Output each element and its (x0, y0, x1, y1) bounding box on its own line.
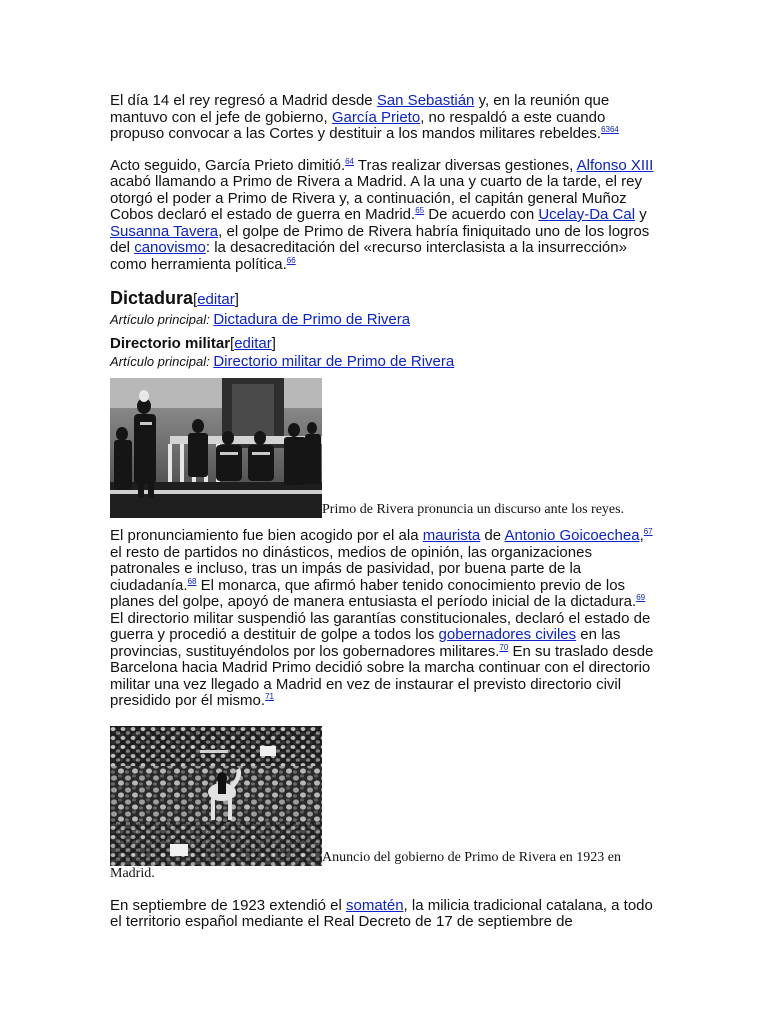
paragraph-garcia-prieto-resigns: Acto seguido, García Prieto dimitió.$^{64}$ Tras realizar diversas gestiones, Alfonso XIII acabó llamando a Primo de Rivera a Madrid. A la una y cuarto de la tarde, el rey otorgó el poder a Primo de Rivera y, a continuación, el capitán general Muñoz Cobos declaró el estado de guerra en Madrid.$^{65}$ De acuerdo con Ucelay-Da Cal y Susanna Tavera, el golpe de Primo de Rivera habría finiquitado uno de los logros del canovismo: la desacreditación del «recurso interclasista a la insurrección» como herramienta política.$^{66}$ (110, 156, 654, 273)
link-somaten[interactable]: somatén (346, 896, 404, 914)
figure-announcement-madrid-1923 (110, 726, 658, 882)
paragraph-somaten-extension: En septiembre de 1923 extendió el somatén, la milicia tradicional catalana, a todo el territorio español mediante el Real Decreto de 17 de septiembre de (110, 896, 653, 930)
link-garcia-prieto[interactable]: García Prieto (331, 108, 421, 126)
photo-primo-de-rivera-speech[interactable] (110, 378, 322, 518)
link-ucelay-da-cal[interactable]: Ucelay-Da Cal (538, 206, 636, 223)
reference-64[interactable]: 64 (609, 125, 619, 134)
reference-65[interactable]: 65 (415, 206, 425, 215)
reference-68[interactable]: 68 (187, 576, 197, 586)
caption-announcement-madrid-1923: Anuncio del gobierno de Primo de Rivera en 1923 en Madrid. (110, 849, 621, 881)
reference-66[interactable]: 66 (286, 255, 296, 265)
figure-speech-before-kings (110, 378, 658, 518)
hatnote-main-article: Artículo principal: Directorio militar de Primo de Rivera (110, 353, 455, 370)
reference-64[interactable]: 64 (345, 156, 355, 166)
paragraph-king-returns: El día 14 el rey regresó a Madrid desde San Sebastián y, en la reunión que mantuvo con el jefe de gobierno, García Prieto, no respaldó a este cuando propuso convocar a las Cortes y destituir a los mandos militares rebeldes.$^{6364}$ (110, 92, 619, 142)
link-maurista[interactable]: maurista (422, 527, 481, 544)
caption-speech-before-kings: Primo de Rivera pronuncia un discurso ante los reyes. (322, 502, 625, 517)
subsection-heading-directorio-militar: Directorio militar[editar] (110, 335, 276, 352)
link-alfonso-xiii[interactable]: Alfonso XIII (576, 156, 654, 174)
paragraph-pronouncement-reception: El pronunciamiento fue bien acogido por el ala maurista de Antonio Goicoechea,$^{67}$ el resto de partidos no dinásticos, medios de opinión, las organizaciones patronales e incluso, tras un impás de pasividad, por buena parte de la ciudadanía.$^{68}$ El monarca, que afirmó haber tenido conocimiento previo de los planes del golpe, apoyó de manera entusiasta el período inicial de la dictadura.$^{69}$ El directorio militar suspendió las garantías constitucionales, declaró el estado de guerra y procedió a destituir de golpe a todos los gobernadores civiles en las provincias, sustituyéndolos por los gobernadores militares.$^{70}$ En su traslado desde Barcelona hacia Madrid Primo decidió sobre la marcha continuar con el directorio militar una vez llegado a Madrid en vez de instaurar el previsto directorio civil presidido por él mismo.$^{71}$ (110, 527, 654, 709)
link-canovismo[interactable]: canovismo (134, 239, 206, 256)
edit-section-link[interactable]: editar (197, 291, 235, 308)
reference-71[interactable]: 71 (265, 692, 274, 701)
reference-67[interactable]: 67 (643, 527, 653, 536)
reference-70[interactable]: 70 (499, 642, 509, 652)
section-heading-dictadura: Dictadura[editar] (110, 288, 239, 308)
link-directorio-militar-de-primo-de-rivera[interactable]: Directorio militar de Primo de Rivera (213, 353, 455, 370)
link-antonio-goicoechea[interactable]: Antonio Goicoechea (504, 527, 640, 544)
reference-69[interactable]: 69 (636, 593, 646, 602)
hatnote-main-article: Artículo principal: Dictadura de Primo de Rivera (110, 311, 411, 328)
edit-subsection-link[interactable]: editar (234, 335, 272, 352)
link-gobernadores-civiles[interactable]: gobernadores civiles (438, 626, 577, 643)
link-san-sebastian[interactable]: San Sebastián (376, 92, 475, 109)
photo-crowd-madrid-1923[interactable] (110, 726, 322, 866)
link-dictadura-de-primo-de-rivera[interactable]: Dictadura de Primo de Rivera (213, 311, 411, 328)
reference-63[interactable]: 63 (601, 125, 610, 134)
link-susanna-tavera[interactable]: Susanna Tavera (110, 222, 219, 240)
article-body (110, 93, 658, 931)
